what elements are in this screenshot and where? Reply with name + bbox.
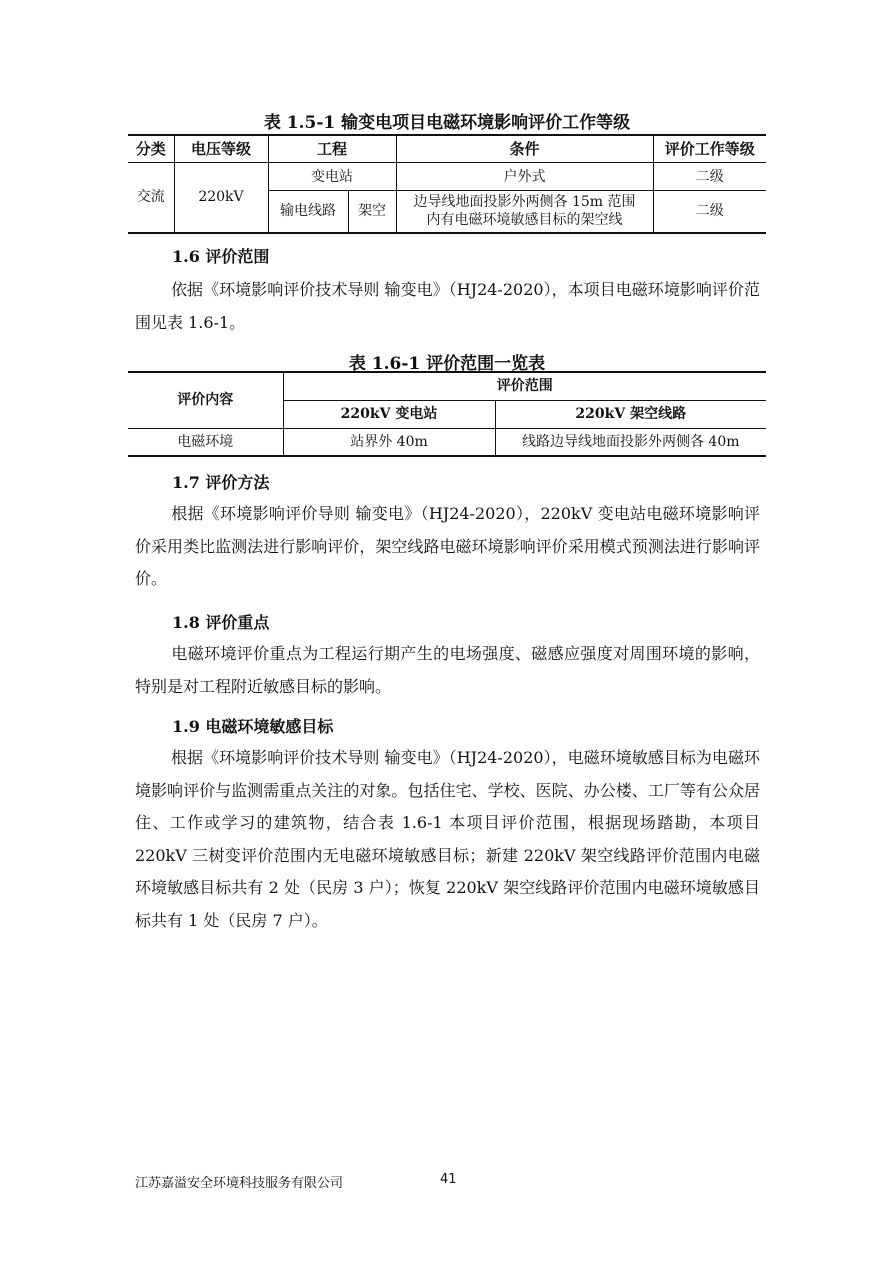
header-substation: 220kV 变电站 bbox=[283, 400, 495, 428]
cell-condition bbox=[396, 191, 653, 233]
paragraph bbox=[135, 274, 760, 339]
paragraph-text: 根据《环境影响评价技术导则 输变电》（HJ24-2020），电磁环境敏感目标为电磁环境影响评价与监测需重点关注的对象。包括住宅、学校、医院、办公楼、工厂等有公众居住、工作或学习的建筑物，结合表 1.6-1 本项目评价范围，根据现场踏勘，本项目 220kV 三树变评价范围内无电磁环境敏感目标；新建 220kV 架空线路评价范围内电磁环境敏感目标共有 2 处（民房 3 户）；恢复 220kV 架空线路评价范围内电磁环境敏感目标共有 1 处（民房 7 户）。 bbox=[135, 748, 760, 930]
cell-grade: 二级 bbox=[653, 163, 766, 191]
section-heading: 1.7 评价方法 bbox=[172, 473, 270, 492]
footer-company: 江苏嘉溢安全环境科技服务有限公司 bbox=[135, 1176, 344, 1191]
paragraph bbox=[135, 638, 760, 703]
section-heading: 1.6 评价范围 bbox=[172, 247, 270, 266]
grade-table bbox=[128, 134, 766, 234]
cell-project: 变电站 bbox=[268, 163, 396, 191]
paragraph-text: 根据《环境影响评价导则 输变电》（HJ24-2020），220kV 变电站电磁环境影响评价采用类比监测法进行影响评价，架空线路电磁环境影响评价采用模式预测法进行影响评价。 bbox=[135, 504, 760, 588]
cell-voltage: 220kV bbox=[174, 163, 268, 233]
condition-line: 内有电磁环境敏感目标的架空线 bbox=[426, 212, 623, 229]
table-row bbox=[128, 428, 766, 456]
cell-subtype: 架空 bbox=[348, 191, 396, 233]
paragraph-text: 电磁环境评价重点为工程运行期产生的电场强度、磁感应强度对周围环境的影响，特别是对工程附近敏感目标的影响。 bbox=[135, 644, 760, 696]
paragraph bbox=[135, 498, 760, 596]
section-heading: 1.8 评价重点 bbox=[172, 613, 270, 632]
cell-grade: 二级 bbox=[653, 191, 766, 233]
scope-table bbox=[128, 371, 766, 457]
cell-overhead-line: 线路边导线地面投影外两侧各 40m bbox=[495, 428, 766, 456]
section-heading: 1.9 电磁环境敏感目标 bbox=[172, 717, 334, 736]
header-category: 分类 bbox=[128, 135, 174, 163]
table-row bbox=[128, 163, 766, 191]
table2-caption: 表 1.6-1 评价范围一览表 bbox=[348, 354, 546, 374]
table-header-row bbox=[128, 135, 766, 163]
paragraph bbox=[135, 742, 760, 937]
header-overhead-line: 220kV 架空线路 bbox=[495, 400, 766, 428]
paragraph-text: 依据《环境影响评价技术导则 输变电》（HJ24-2020），本项目电磁环境影响评价范围见表 1.6-1。 bbox=[135, 280, 760, 332]
header-scope: 评价范围 bbox=[283, 372, 766, 400]
header-project: 工程 bbox=[268, 135, 396, 163]
header-voltage: 电压等级 bbox=[174, 135, 268, 163]
table-header-row bbox=[128, 372, 766, 400]
table1-caption: 表 1.5-1 输变电项目电磁环境影响评价工作等级 bbox=[263, 113, 631, 133]
condition-line: 边导线地面投影外两侧各 15m 范围 bbox=[413, 194, 636, 211]
header-condition: 条件 bbox=[396, 135, 653, 163]
header-grade: 评价工作等级 bbox=[653, 135, 766, 163]
header-item: 评价内容 bbox=[128, 372, 283, 428]
cell-item: 电磁环境 bbox=[128, 428, 283, 456]
page-number: 41 bbox=[440, 1172, 457, 1187]
cell-substation: 站界外 40m bbox=[283, 428, 495, 456]
cell-category: 交流 bbox=[128, 163, 174, 233]
cell-project: 输电线路 bbox=[268, 191, 348, 233]
cell-condition: 户外式 bbox=[396, 163, 653, 191]
